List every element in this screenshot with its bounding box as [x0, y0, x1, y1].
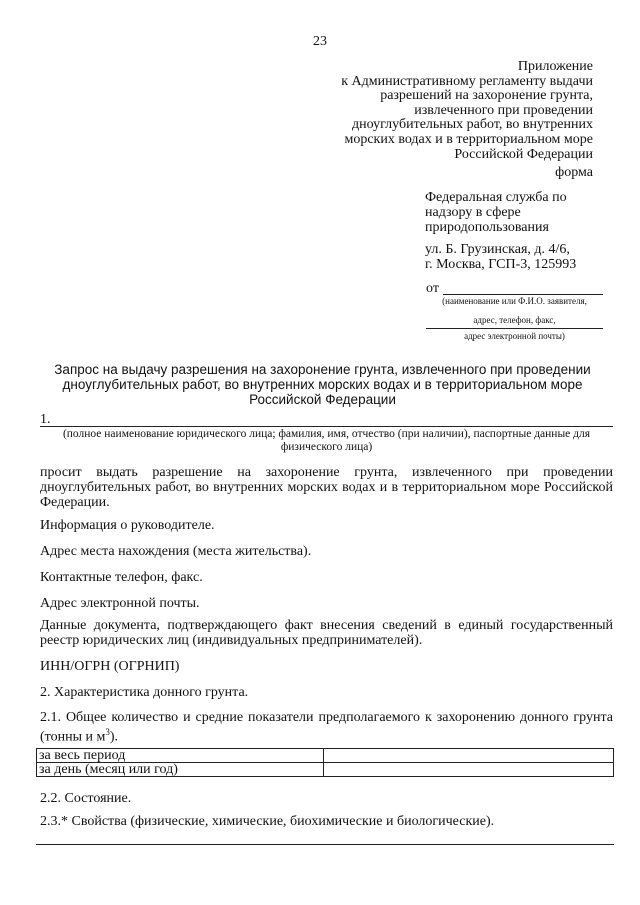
section-2-1	[40, 710, 613, 745]
applicant-contacts-field[interactable]	[426, 328, 603, 329]
from-label: от	[426, 281, 439, 296]
page-number: 23	[313, 34, 327, 49]
table-cell-label: за весь период	[37, 749, 324, 763]
table-cell-label: за день (месяц или год)	[37, 763, 324, 777]
section-2-heading: 2. Характеристика донного грунта.	[40, 685, 249, 700]
recipient-address	[425, 242, 576, 272]
section-2-2: 2.2. Состояние.	[40, 791, 132, 806]
form-label: форма	[555, 165, 593, 180]
table-cell-value[interactable]	[324, 763, 614, 777]
section-2-3: 2.3.* Свойства (физические, химические, биохимические и биологические).	[40, 814, 495, 829]
properties-field[interactable]	[36, 844, 614, 845]
inn-ogrn: ИНН/ОГРН (ОГРНИП)	[40, 659, 180, 674]
section-2-1-tail: ).	[109, 729, 119, 745]
recipient-block	[425, 190, 567, 235]
recipient-line: природопользования	[425, 220, 549, 235]
appendix-line: к Административному регламенту выдачи	[341, 73, 593, 89]
table-row	[37, 763, 614, 777]
registry-document-data: Данные документа, подтверждающего факт внесения сведений в единый государственный реестр юридических лиц (индивидуальных предпринимателей).	[40, 618, 613, 648]
applicant-caption-contacts: адрес, телефон, факс,	[473, 315, 556, 325]
recipient-line: надзору в сфере	[425, 205, 521, 220]
table-row	[37, 749, 614, 763]
appendix-line: морских водах и в территориальном море	[344, 131, 593, 147]
applicant-caption-name: (наименование или Ф.И.О. заявителя,	[442, 296, 587, 306]
appendix-line: Российской Федерации	[454, 146, 593, 162]
table-cell-value[interactable]	[324, 749, 614, 763]
appendix-line: разрешений на захоронение грунта,	[380, 88, 593, 104]
section-2-1-text: 2.1. Общее количество и средние показатели предполагаемого к захоронению донного грунта (тонны и м	[40, 710, 613, 745]
appendix-header	[341, 60, 593, 162]
email-address: Адрес электронной почты.	[40, 596, 200, 611]
appendix-line: дноуглубительных работ, во внутренних	[352, 117, 593, 133]
appendix-line: Приложение	[517, 59, 593, 74]
applicant-caption-email: адрес электронной почты)	[464, 331, 565, 341]
recipient-line: Федеральная служба по	[425, 190, 567, 205]
document-title: Запрос на выдачу разрешения на захоронение грунта, извлеченного при проведении дноуглубительных работ, во внутренних морских водах и в территориальном море Российской Федерации	[54, 362, 591, 407]
head-info: Информация о руководителе.	[40, 518, 215, 533]
section-1-number: 1.	[40, 412, 51, 427]
location-address: Адрес места нахождения (места жительства).	[40, 544, 312, 559]
address-line: г. Москва, ГСП-3, 125993	[425, 257, 577, 272]
applicant-name-field[interactable]	[443, 294, 603, 295]
appendix-line: извлеченного при проведении	[414, 102, 593, 118]
applicant-full-name-field[interactable]	[40, 426, 613, 427]
soil-quantity-table	[36, 748, 614, 777]
section-1-caption: (полное наименование юридического лица; фамилия, имя, отчество (при наличии), паспортные данные для физического лица)	[62, 428, 591, 453]
address-line: ул. Б. Грузинская, д. 4/6,	[425, 242, 570, 257]
request-text: просит выдать разрешение на захоронение грунта, извлеченного при проведении дноуглубительных работ, во внутренних морских водах и в территориальном море Российской Федерации.	[40, 465, 613, 510]
section-2-1-superscript: 3	[105, 727, 110, 737]
contact-phone: Контактные телефон, факс.	[40, 570, 203, 585]
